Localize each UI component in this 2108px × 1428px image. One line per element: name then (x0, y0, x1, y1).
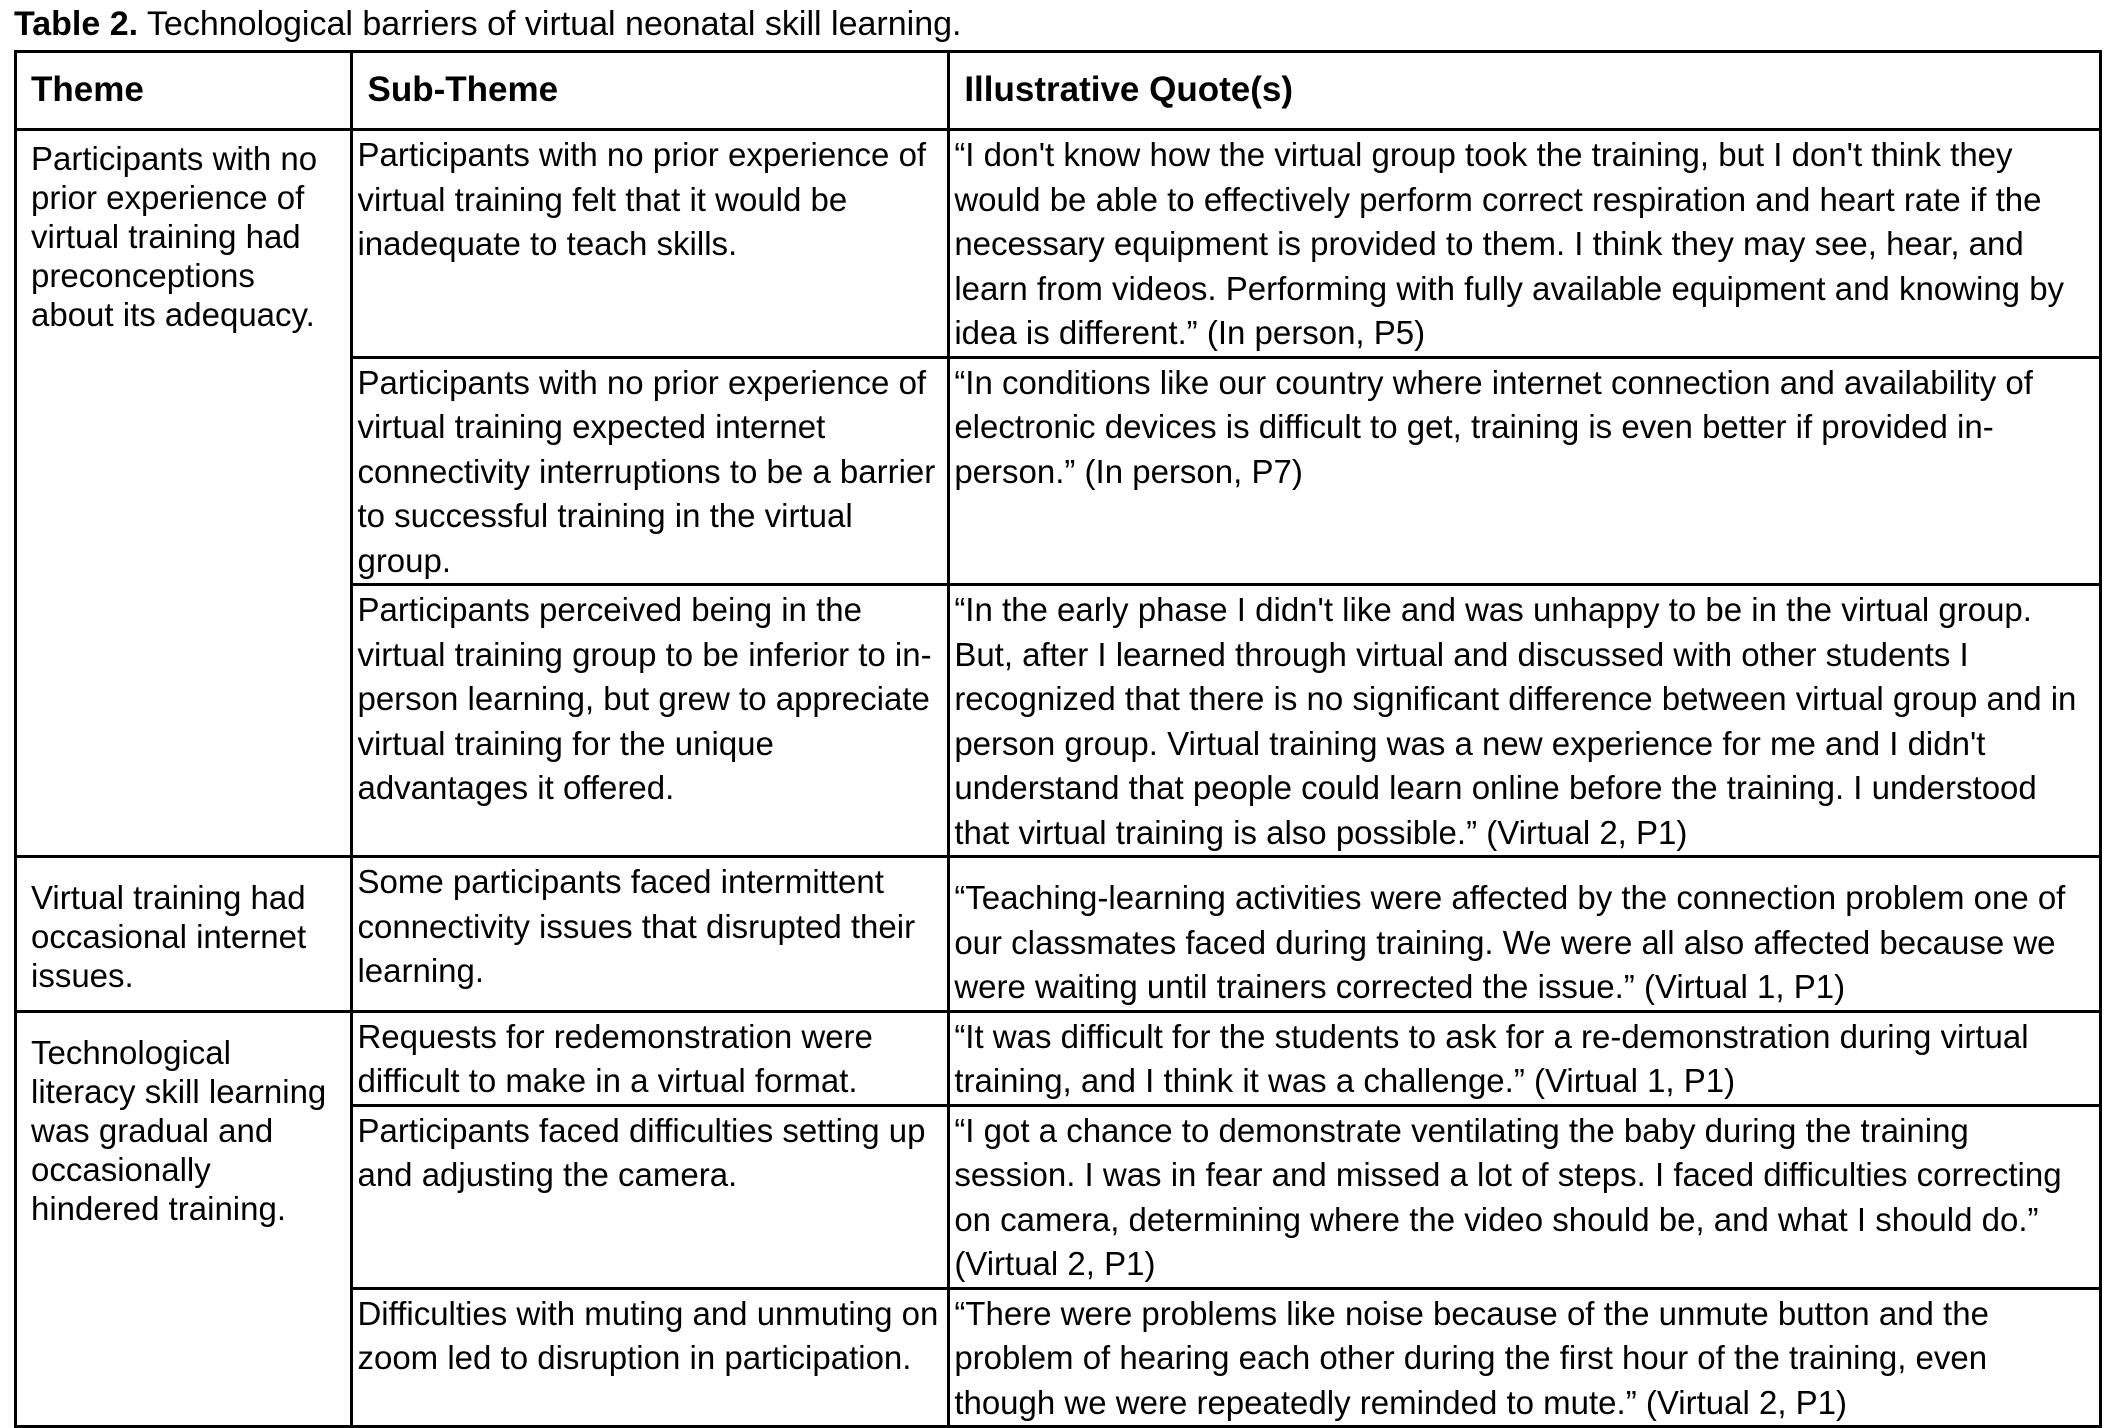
barriers-table (14, 50, 2102, 1428)
header-subtheme: Sub-Theme (352, 52, 949, 130)
subtheme-cell: Participants with no prior experience of virtual training expected internet connectivity interruptions to be a barrier to successful training in the virtual group. (352, 357, 949, 585)
subtheme-cell: Difficulties with muting and unmuting on zoom led to disruption in participation. (352, 1288, 949, 1427)
quote-cell: “I got a chance to demonstrate ventilating the baby during the training session. I was in fear and missed a lot of steps. I faced difficulties correcting on camera, determining where the video should be, and what I should do.” (Virtual 2, P1) (949, 1105, 2101, 1288)
quote-cell: “There were problems like noise because of the unmute button and the problem of hearing each other during the first hour of the training, even though we were repeatedly reminded to mute.” (Virtual 2, P1) (949, 1288, 2101, 1427)
quote-cell: “In conditions like our country where internet connection and availability of electronic devices is difficult to get, training is even better if provided in-person.” (In person, P7) (949, 357, 2101, 585)
subtheme-cell: Requests for redemonstration were difficult to make in a virtual format. (352, 1011, 949, 1105)
subtheme-cell: Participants with no prior experience of virtual training felt that it would be inadequate to teach skills. (352, 130, 949, 358)
subtheme-cell: Some participants faced intermittent connectivity issues that disrupted their learning. (352, 857, 949, 1012)
subtheme-cell: Participants faced difficulties setting up and adjusting the camera. (352, 1105, 949, 1288)
table-row (16, 130, 2101, 358)
subtheme-cell: Participants perceived being in the virtual training group to be inferior to in-person learning, but grew to appreciate virtual training for the unique advantages it offered. (352, 585, 949, 857)
table-row (16, 1011, 2101, 1105)
quote-cell: “It was difficult for the students to ask for a re-demonstration during virtual training, and I think it was a challenge.” (Virtual 1, P1) (949, 1011, 2101, 1105)
table-caption (14, 4, 961, 44)
header-theme: Theme (16, 52, 352, 130)
theme-cell: Technological literacy skill learning was gradual and occasionally hindered training. (16, 1011, 352, 1427)
quote-cell: “In the early phase I didn't like and was unhappy to be in the virtual group. But, after I learned through virtual and discussed with other students I recognized that there is no significant difference between virtual group and in person group. Virtual training was a new experience for me and I didn't understand that people could learn online before the training. I understood that virtual training is also possible.” (Virtual 2, P1) (949, 585, 2101, 857)
theme-cell: Participants with no prior experience of virtual training had preconceptions about its adequacy. (16, 130, 352, 857)
table-caption-text: Technological barriers of virtual neonatal skill learning. (138, 5, 962, 43)
quote-cell: “Teaching-learning activities were affected by the connection problem one of our classmates faced during training. We were all also affected because we were waiting until trainers corrected the issue.” (Virtual 1, P1) (949, 857, 2101, 1012)
quote-cell: “I don't know how the virtual group took the training, but I don't think they would be able to effectively perform correct respiration and heart rate if the necessary equipment is provided to them. I think they may see, hear, and learn from videos. Performing with fully available equipment and knowing by idea is different.” (In person, P5) (949, 130, 2101, 358)
header-row (16, 52, 2101, 130)
table-row (16, 857, 2101, 1012)
header-quotes: Illustrative Quote(s) (949, 52, 2101, 130)
table-caption-label: Table 2. (14, 5, 139, 43)
theme-cell: Virtual training had occasional internet issues. (16, 857, 352, 1012)
